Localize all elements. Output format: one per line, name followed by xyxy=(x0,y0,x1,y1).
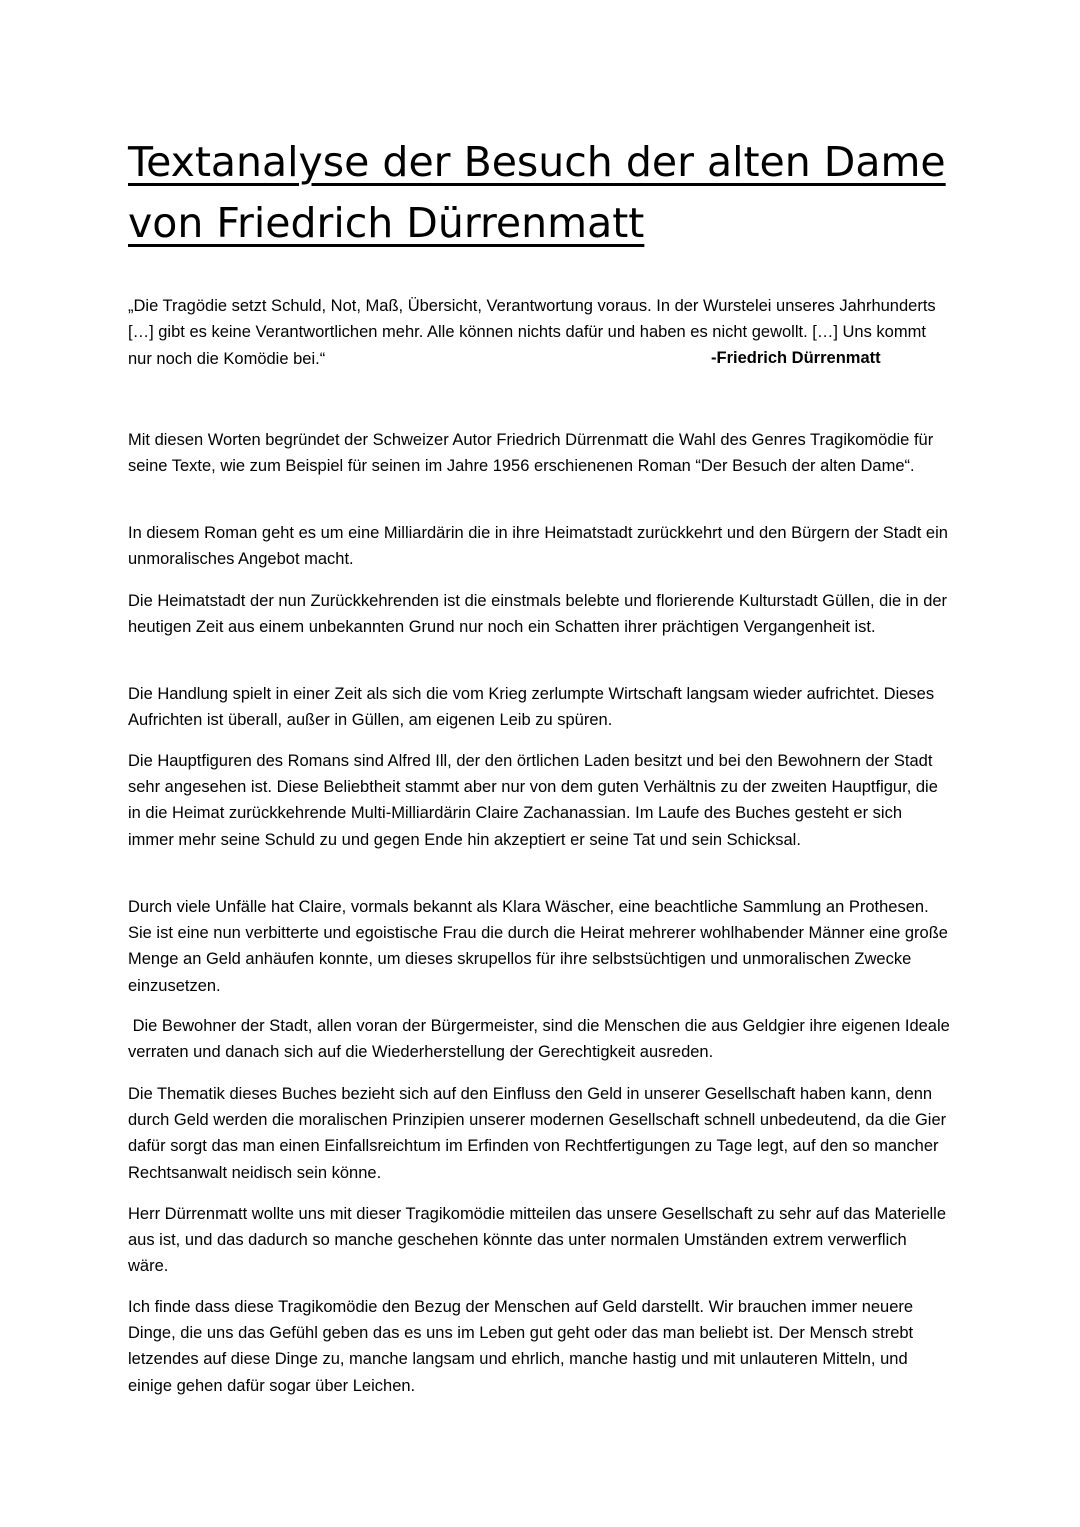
paragraph-main-characters: Die Hauptfiguren des Romans sind Alfred Ill, der den örtlichen Laden besitzt und bei den Bewohnern der Stadt sehr angesehen ist. Diese Beliebtheit stammt aber nur von dem guten Verhältnis zu der zweiten Hauptfigur, die in die Heimat zurückkehrende Multi-Milliardärin Claire Zachanassian. Im Laufe des Buches gesteht er sich immer mehr seine Schuld zu und gegen Ende hin akzeptiert er seine Tat und sein Schicksal. xyxy=(128,752,938,849)
paragraph-intro: Mit diesen Worten begründet der Schweizer Autor Friedrich Dürrenmatt die Wahl des Genres Tragikomödie für seine Texte, wie zum Beispiel für seinen im Jahre 1956 erschienenen Roman “Der Besuch der alten Dame“. xyxy=(128,431,934,476)
document-title xyxy=(128,132,978,254)
paragraph-theme: Die Thematik dieses Buches bezieht sich auf den Einfluss den Geld in unserer Gesellschaft haben kann, denn durch Geld werden die moralischen Prinzipien unserer modernen Gesellschaft schnell unbedeutend, da die Gier dafür sorgt das man einen Einfallsreichtum im Erfinden von Rechtfertigungen zu Tage legt, auf den so mancher Rechtsanwalt neidisch sein könne. xyxy=(128,1085,947,1182)
paragraph-message: Herr Dürrenmatt wollte uns mit dieser Tragikomödie mitteilen das unsere Gesellschaft zu sehr auf das Materielle aus ist, und das dadurch so manche geschehen könnte das unter normalen Umständen extrem verwerflich wäre. xyxy=(128,1205,947,1276)
paragraph-claire: Durch viele Unfälle hat Claire, vormals bekannt als Klara Wäscher, eine beachtliche Sammlung an Prothesen. Sie ist eine nun verbitterte und egoistische Frau die durch die Heirat mehrerer wohlhabender Männer eine große Menge an Geld anhäufen konnte, um dieses skrupellos für ihre selbstsüchtigen und unmoralischen Zwecke einzusetzen. xyxy=(128,898,948,995)
paragraph-residents: Die Bewohner der Stadt, allen voran der Bürgermeister, sind die Menschen die aus Geldgier ihre eigenen Ideale verraten und danach sich auf die Wiederherstellung der Gerechtigkeit ausreden. xyxy=(128,1017,955,1062)
opening-quote: „Die Tragödie setzt Schuld, Not, Maß, Übersicht, Verantwortung voraus. In der Wurstelei unseres Jahrhunderts […] gibt es keine Verantwortlichen mehr. Alle können nichts dafür und haben es nicht gewollt. […] Uns kommt nur noch die Komödie bei.“ xyxy=(128,297,936,368)
quote-author: -Friedrich Dürrenmatt xyxy=(711,349,881,367)
title-line-1: Textanalyse der Besuch der alten Dame xyxy=(128,138,946,186)
paragraph-time: Die Handlung spielt in einer Zeit als sich die vom Krieg zerlumpte Wirtschaft langsam wieder aufrichtet. Dieses Aufrichten ist überall, außer in Güllen, am eigenen Leib zu spüren. xyxy=(128,685,935,730)
paragraph-setting: Die Heimatstadt der nun Zurückkehrenden ist die einstmals belebte und florierende Kulturstadt Güllen, die in der heutigen Zeit aus einem unbekannten Grund nur noch ein Schatten ihrer prächtigen Vergangenheit ist. xyxy=(128,592,948,637)
paragraph-plot: In diesem Roman geht es um eine Milliardärin die in ihre Heimatstadt zurückkehrt und den Bürgern der Stadt ein unmoralisches Angebot macht. xyxy=(128,524,948,569)
title-line-2: von Friedrich Dürrenmatt xyxy=(128,199,645,247)
paragraph-opinion: Ich finde dass diese Tragikomödie den Bezug der Menschen auf Geld darstellt. Wir brauchen immer neuere Dinge, die uns das Gefühl geben das es uns im Leben gut geht oder das man beliebt ist. Der Mensch strebt letzendes auf diese Dinge zu, manche langsam und ehrlich, manche hastig und mit unlauteren Mitteln, und einige gehen dafür sogar über Leichen. xyxy=(128,1298,914,1395)
